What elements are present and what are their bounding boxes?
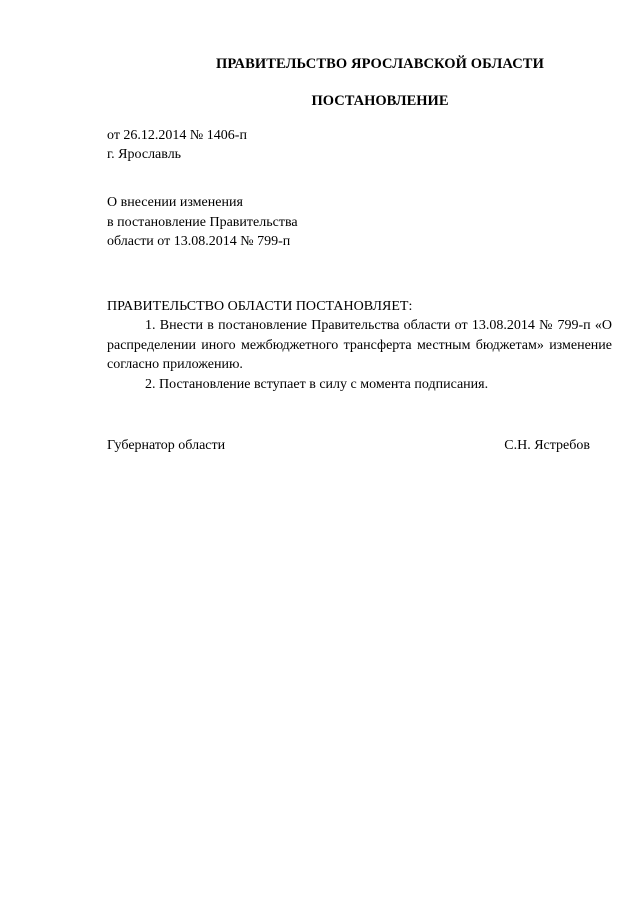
document-type: ПОСТАНОВЛЕНИЕ (311, 93, 449, 109)
signatory-name: С.Н. Ястребов (504, 438, 590, 453)
decree-heading: ПРАВИТЕЛЬСТВО ОБЛАСТИ ПОСТАНОВЛЯЕТ: (107, 299, 413, 314)
city: г. Ярославль (107, 147, 182, 162)
date-number: от 26.12.2014 № 1406-п (107, 128, 247, 143)
subject-line: О внесении изменения (107, 195, 243, 210)
document-subject (107, 193, 298, 252)
signature-block (107, 436, 590, 455)
subject-line: в постановление Правительства (107, 214, 298, 230)
paragraph-1: 1. Внести в постановление Правительства области от 13.08.2014 № 799-п «О распределении иного межбюджетного трансферта местным бюджетам» изменение согласно приложению. (107, 318, 612, 372)
government-title: ПРАВИТЕЛЬСТВО ЯРОСЛАВСКОЙ ОБЛАСТИ (216, 56, 544, 72)
signatory-position: Губернатор области (107, 438, 226, 453)
subject-line: области от 13.08.2014 № 799-п (107, 234, 291, 249)
document-meta (107, 126, 247, 164)
paragraph-2: 2. Постановление вступает в силу с момента подписания. (145, 376, 489, 392)
document-body (107, 316, 612, 394)
